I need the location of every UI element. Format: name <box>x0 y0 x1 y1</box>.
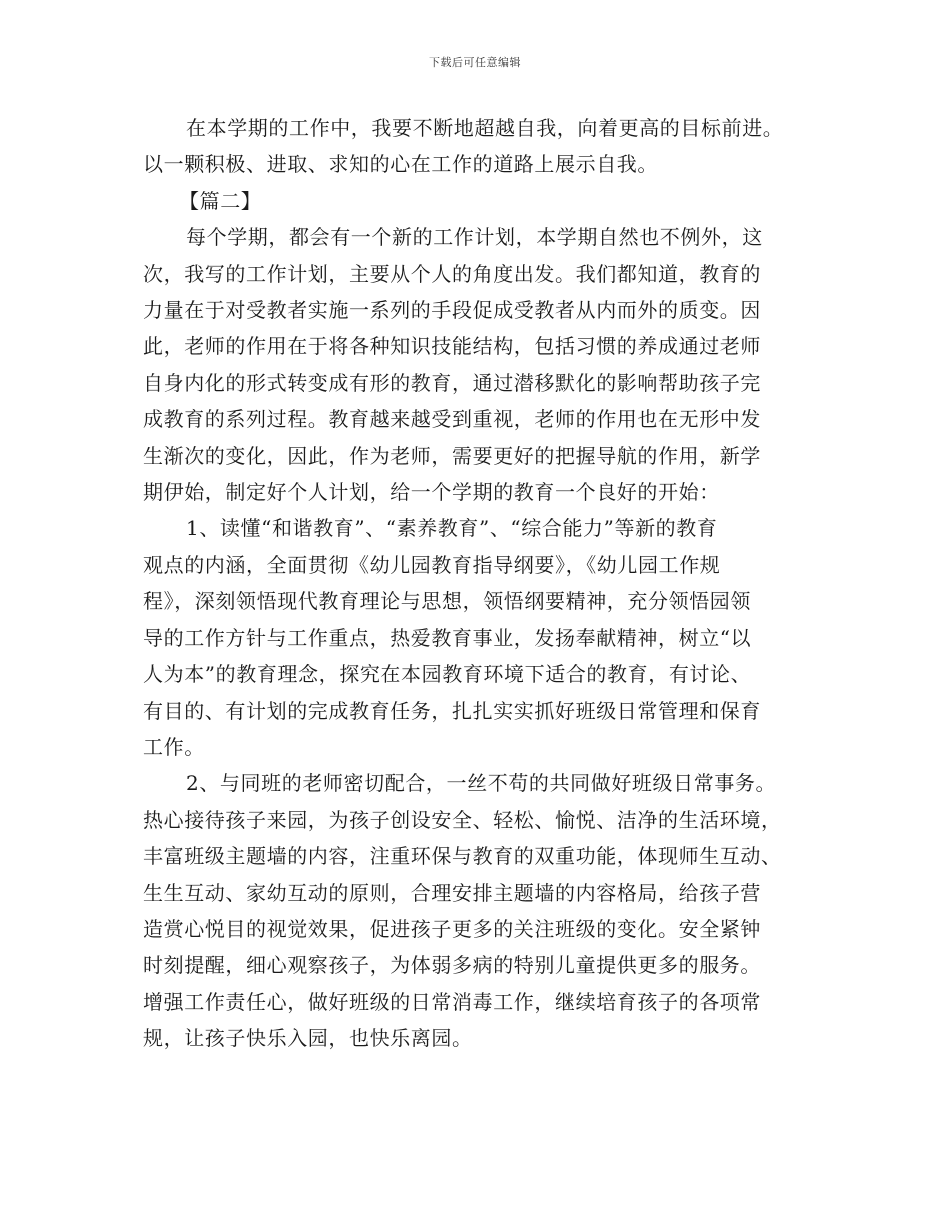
page-header: 下载后可任意编辑 <box>429 56 521 69</box>
paragraph-line: 工作。 <box>143 734 205 759</box>
paragraph-line: 热心接待孩子来园，为孩子创设安全、轻松、愉悦、洁净的生活环境， <box>143 807 782 832</box>
paragraph-line: 期伊始，制定好个人计划，给一个学期的教育一个良好的开始： <box>143 480 720 505</box>
paragraph-line: 每个学期，都会有一个新的工作计划，本学期自然也不例外，这 <box>186 225 763 250</box>
paragraph-line: 规，让孩子快乐入园，也快乐离园。 <box>143 1026 473 1051</box>
paragraph-line: 自身内化的形式转变成有形的教育，通过潜移默化的影响帮助孩子完 <box>143 370 761 395</box>
paragraph-line: 次，我写的工作计划，主要从个人的角度出发。我们都知道，教育的 <box>143 261 761 286</box>
paragraph-line: 此，老师的作用在于将各种知识技能结构，包括习惯的养成通过老师 <box>143 334 761 359</box>
paragraph-line: 2、与同班的老师密切配合，一丝不苟的共同做好班级日常事务。 <box>186 771 777 796</box>
paragraph-line: 成教育的系列过程。教育越来越受到重视，老师的作用也在无形中发 <box>143 407 761 432</box>
document-body <box>143 110 813 1057</box>
paragraph-line: 1、读懂“和谐教育”、“素养教育”、“综合能力”等新的教育 <box>186 516 718 541</box>
paragraph-line: 丰富班级主题墙的内容，注重环保与教育的双重功能，体现师生互动、 <box>143 844 782 869</box>
paragraph-line: 观点的内涵，全面贯彻《幼儿园教育指导纲要》，《幼儿园工作规 <box>143 552 721 577</box>
paragraph-line: 力量在于对受教者实施一系列的手段促成受教者从内而外的质变。因 <box>143 298 761 323</box>
paragraph-line: 生渐次的变化，因此，作为老师，需要更好的把握导航的作用，新学 <box>143 443 761 468</box>
paragraph-line: 生生互动、家幼互动的原则，合理安排主题墙的内容格局，给孩子营 <box>143 880 761 905</box>
paragraph-line: 以一颗积极、进取、求知的心在工作的道路上展示自我。 <box>143 152 658 177</box>
paragraph-line: 造赏心悦目的视觉效果，促进孩子更多的关注班级的变化。安全紧钟 <box>143 916 761 941</box>
section-heading: 【篇二】 <box>179 188 262 213</box>
paragraph-line: 在本学期的工作中，我要不断地超越自我，向着更高的目标前进。 <box>186 116 784 140</box>
paragraph-line: 程》，深刻领悟现代教育理论与思想，领悟纲要精神，充分领悟园领 <box>143 589 751 614</box>
paragraph-line: 导的工作方针与工作重点，热爱教育事业，发扬奉献精神，树立“以 <box>143 625 752 650</box>
paragraph-line: 增强工作责任心，做好班级的日常消毒工作，继续培育孩子的各项常 <box>143 989 761 1014</box>
paragraph-line: 时刻提醒，细心观察孩子，为体弱多病的特别儿童提供更多的服务。 <box>143 953 761 978</box>
paragraph-line: 人为本”的教育理念，探究在本园教育环境下适合的教育，有讨论、 <box>143 662 752 687</box>
paragraph-line: 有目的、有计划的完成教育任务，扎扎实实抓好班级日常管理和保育 <box>143 698 761 723</box>
